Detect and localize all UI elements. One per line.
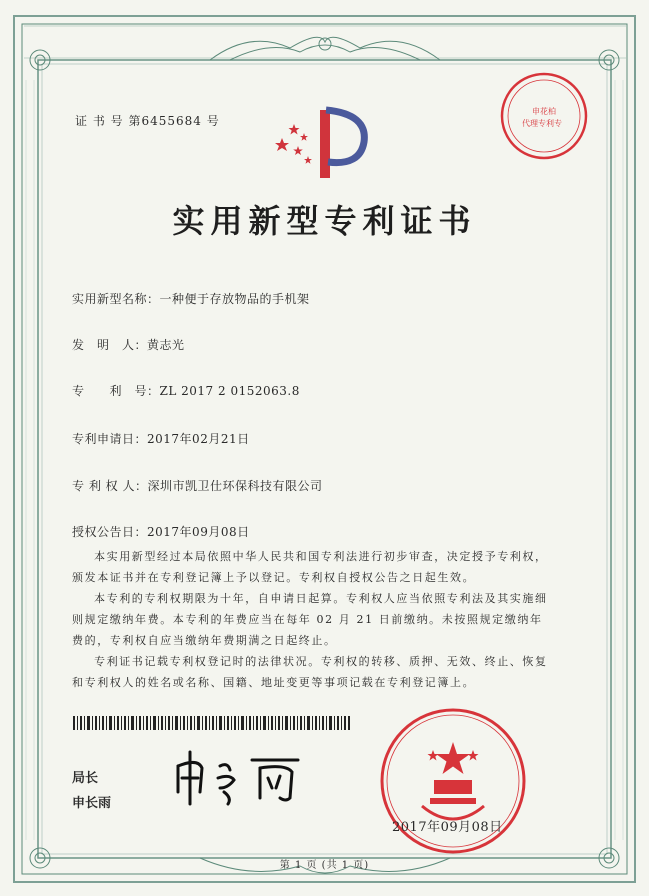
body-paragraph-1: 本实用新型经过本局依照中华人民共和国专利法进行初步审查，决定授予专利权，颁发本证书并在专利登记簿上予以登记。专利权自授权公告之日起生效。 — [72, 550, 548, 584]
signatory-name: 申长雨 — [72, 796, 112, 811]
page-title: 实用新型专利证书 — [172, 202, 477, 240]
svg-text:申花柏: 申花柏 — [532, 107, 556, 116]
patent-number-label: 专 利 号： — [72, 384, 160, 398]
patent-number-row — [72, 382, 300, 399]
filing-date-value: 2017年02月21日 — [147, 432, 250, 446]
patentee-label: 专 利 权 人： — [72, 479, 148, 493]
patent-number-value: ZL 2017 2 0152063.8 — [159, 384, 300, 398]
filing-date-row — [72, 430, 250, 447]
handwritten-signature — [168, 748, 318, 808]
body-paragraph-3: 专利证书记载专利权登记时的法律状况。专利权的转移、质押、无效、终止、恢复和专利权人的姓名或名称、国籍、地址变更等事项记载在专利登记簿上。 — [72, 655, 548, 689]
page-number: 第 1 页 (共 1 页) — [279, 860, 370, 871]
inventor-label: 发 明 人： — [72, 338, 148, 352]
patentee-value: 深圳市凯卫仕环保科技有限公司 — [147, 479, 323, 493]
certificate-number: 证 书 号 第6455684 号 — [75, 114, 220, 128]
barcode — [73, 716, 351, 730]
patentee-row — [72, 477, 322, 494]
agency-seal — [498, 70, 590, 162]
grant-date-row — [72, 523, 250, 540]
body-paragraph-2: 本专利的专利权期限为十年，自申请日起算。专利权人应当依照专利法及其实施细则规定缴纳年费。本专利的年费应当在每年 02 月 21 日前缴纳。未按照规定缴纳年费的，专利权自应当缴纳年费期满之日起终止。 — [72, 592, 548, 647]
issue-date: 2017年09月08日 — [392, 820, 503, 835]
grant-date-value: 2017年09月08日 — [147, 525, 250, 539]
filing-date-label: 专利申请日： — [72, 432, 148, 446]
utility-model-name-value: 一种便于存放物品的手机架 — [159, 292, 310, 306]
utility-model-name-row — [72, 290, 310, 307]
signatory-title: 局长 — [72, 771, 99, 786]
inventor-row — [72, 336, 185, 353]
certificate-body — [72, 546, 552, 693]
grant-date-label: 授权公告日： — [72, 525, 148, 539]
svg-text:代理专利专: 代理专利专 — [522, 119, 562, 128]
utility-model-name-label: 实用新型名称： — [72, 292, 160, 306]
cnipa-logo-icon — [268, 100, 378, 180]
inventor-value: 黄志光 — [147, 338, 185, 352]
